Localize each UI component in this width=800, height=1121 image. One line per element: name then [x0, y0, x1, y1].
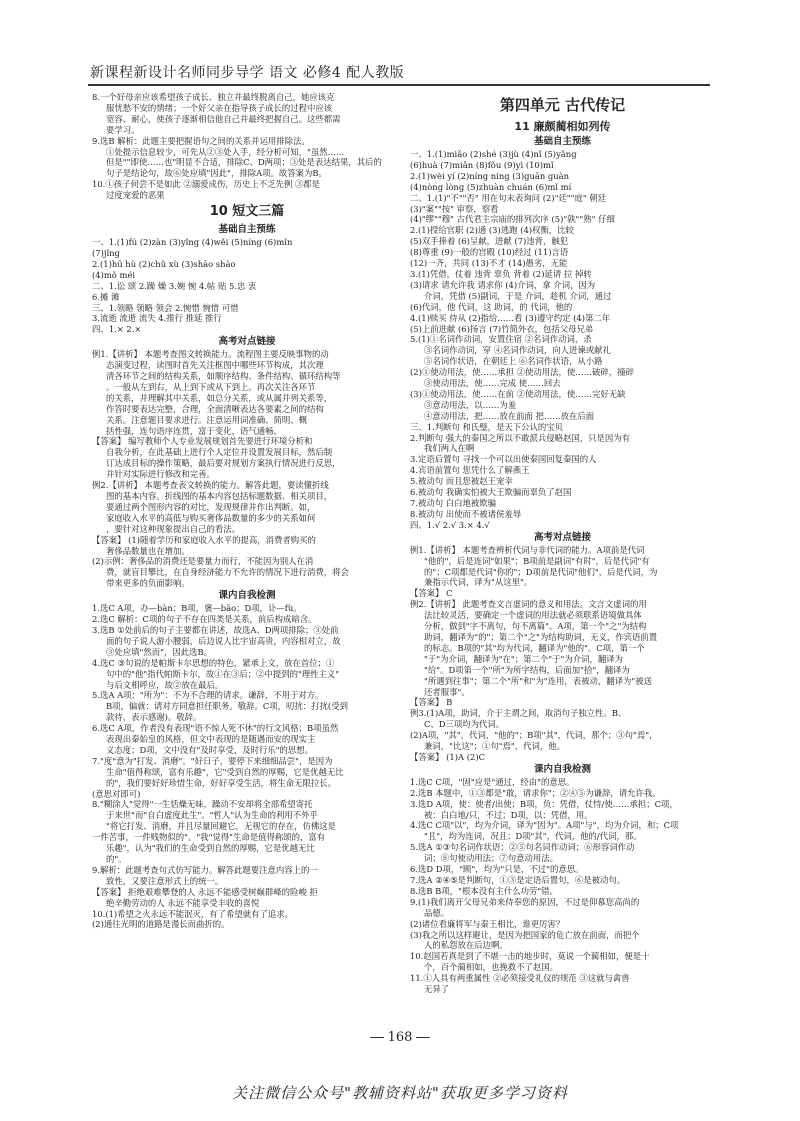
intro-answers	[92, 92, 402, 201]
text-line: 8.选B B项，"根本没有主什么功劳"错。	[410, 885, 558, 896]
text-line: 8.被动句 出使而不被诸侯羞辱	[410, 508, 522, 519]
text-line: 还者服事"。	[424, 686, 470, 697]
text-line: (2)诸位看廉将军与秦王相比，谁更厉害？	[410, 918, 565, 929]
text-line: ①处提示信息较少，可先从②③处入手，经分析可知，"虽然……	[106, 146, 345, 157]
text-line: 奢侈品数量也在增加。	[106, 545, 190, 556]
text-line: 三、1.判断句 和氏璧，是天下公认的宝贝	[410, 421, 564, 432]
text-line: 6.选D D项，"顾"，均为"只是，不过"的意思。	[410, 864, 584, 875]
text-line: (4)mǒ méi	[92, 269, 136, 280]
text-line: (6)huà (7)miǎn (8)fǒu (9)yì (10)mǐ	[410, 159, 554, 170]
text-line: 3.流逝 流逝 流失 4.推行 推延 推行	[92, 313, 222, 324]
text-line: 绝辛勤劳动的人 永远不能享受丰收的喜悦	[106, 897, 260, 908]
text-line: (12)一齐，共同 (13)不才 (14)愚劣，无能	[410, 258, 568, 269]
text-line: 5.(1)①名词作动词，安置住宿 ②名词作动词，杀	[410, 334, 592, 345]
text-line: 7.选A ②④⑤是判断句，①③是定语后置句，⑥是被动句。	[410, 875, 626, 885]
text-line: ③意动用法，以……为羞	[424, 399, 517, 410]
text-line: 2.(1)wèi yí (2)níng níng (3)guān guàn	[410, 170, 570, 181]
text-line: 生命"值得称颂，富有乐趣"，它"受到自然的厚赐，它是优越无比	[106, 766, 344, 777]
text-line: 费，就盲目攀比，在自身经济能力不允许的情况下进行消费，将会	[106, 567, 349, 578]
text-line: 例2.【讲析】 本题考查表文转换的能力。解答此题，要读懂折线	[92, 480, 329, 491]
unit-title: 第四单元 古代传记	[499, 96, 626, 114]
text-line: 【答案】 拒绝艰难攀登的人 永远不能感受树巅群峰的险峻 拒	[92, 886, 318, 897]
text-line: 4.宾语前置句 您凭什么了解燕王	[410, 465, 530, 476]
exam-title: 高考对点链接	[218, 336, 276, 348]
text-line: 。一般从左到右，从上到下或从下到上。再次关注各环节	[106, 381, 316, 392]
text-line: 8.一个好母亲应该希望孩子成长、独立并最终脱离自己，她应该克	[92, 92, 335, 102]
text-line: (6)代词，他 代词，这 助词，的 代词，他的	[410, 301, 573, 312]
text-line: ③名词作动词，穿 ④名词作动词，向人进谏或献礼	[424, 345, 611, 356]
text-line: 款待，表示感谢)。敬辞。	[106, 712, 202, 723]
text-line: 词；⑧句使动用法；⑦句意动用法。	[424, 853, 558, 864]
text-line: 过度宠爱的恶果	[106, 190, 165, 201]
text-line: 图的基本内容。折线图的基本内容包括标题数据、相关项目，	[106, 491, 333, 501]
text-line: 并针对实际进行修改和完善。	[106, 469, 215, 480]
text-line: (2)①使动用法，使……承担 ②使动用法，使……破碎，撞碎	[410, 367, 634, 378]
text-line: 二、1.(1)"不""否" 用在句末表询问 (2)"廷""庭" 朝廷	[410, 192, 607, 203]
text-line: (5)双手捧着 (6)呈献，进献 (7)违背，触犯	[410, 236, 569, 247]
text-line: 2.选B 本题中，①③都是"敢，请求你"；②④⑤为谦辞，请允许我。	[410, 787, 661, 798]
text-line: (4)"缪""穆" 古代君主宗庙的排列次序 (5)"孰""熟" 仔细	[410, 214, 615, 225]
text-line: ③处应填"然而"，因此选B。	[106, 646, 212, 657]
text-line: 10.赵国若真是到了不堪一击的地步时，莫说一个蔺相如，便是十	[410, 951, 650, 962]
text-line: (2)通往光明的道路是漫长而曲折的。	[92, 919, 230, 930]
text-line: 8."糊涂人"觉得"一生恬燥无味，躁动不安却将全部希望寄托	[92, 799, 313, 810]
footer-note: 关注微信公众号"教辅资料站"获取更多学习资料	[232, 1084, 568, 1102]
section-title: 10 短文三篇	[209, 204, 285, 220]
text-line: 于来世"而"自白虚度此生"。"哲人"认为生命的利用不外乎	[106, 810, 318, 821]
text-line: 兼词，"比这"；①句"焉"，代词，他。	[424, 741, 566, 752]
text-line: "给"。D项第一个"所"为所字结构，后面加"拾"，翻译为	[424, 664, 630, 675]
text-line: 二、1.讼 颂 2.躁 燥 3.婉 惋 4.帖 贴 5.忠 衷	[92, 280, 257, 291]
text-line: 6.摊 滩	[92, 291, 120, 302]
text-line: 乐趣"，认为"我们的生命受到自然的厚赐，它是优越无比	[106, 843, 315, 854]
text-line: 例1.【讲析】 本题考查辨析代词与非代词的能力。A项前是代词	[410, 544, 645, 555]
text-line: 2.(1)授给官职 (2)通 (3)逃跑 (4)权衡，比较	[410, 225, 574, 236]
text-line: 3.(1)凭借，仗着 违背 辜负 背着 (2)延请 拉 掉转	[410, 268, 592, 279]
text-line: 要学习。	[106, 124, 140, 135]
text-line: (3)①使动用法，使……在前 ②使动用法，使……完好无缺	[410, 388, 626, 399]
header-rule	[88, 84, 710, 86]
text-line: 关系。注意题目要求进行。注意运用词准确、简明、概	[106, 414, 307, 425]
basics-title: 基础自主预练	[218, 224, 276, 236]
text-line: 5.选A A项："所为"：不为不合理的请求。谦辞，不用于对方。	[92, 690, 324, 701]
text-line: 的标志。B项的"其"均为代词，翻译为"他的"。C项，第一个	[424, 642, 645, 653]
text-line: 括性强，连句语序连贯，富于变化，语气通畅。	[106, 425, 282, 436]
text-line: 与后文相呼应，故②放在最后。	[106, 679, 224, 690]
text-line: (2)示例：奢侈品的消费还是要量力而行，不能因为别人在消	[92, 556, 314, 567]
exam-title: 高考对点链接	[533, 531, 591, 543]
text-line: (4)nòng lòng (5)zhuàn chuán (6)mǐ mí	[410, 181, 572, 192]
text-line: (意思对即可)	[92, 788, 141, 799]
text-line: 个，百个蔺相如，也挽救不了赵国。	[424, 962, 558, 973]
text-line: 带来更多的负面影响。	[106, 578, 190, 589]
text-line: 9.解析：此题考查句式仿写能力。解答此题要注意内容上的一	[92, 864, 318, 875]
text-line: 的关系，并理解其中关系，如总分关系，或从属并列关系等，	[106, 392, 333, 403]
text-line: 【答案】 C	[410, 588, 453, 599]
text-line: 介词，凭借 (5)副词，于是 介词，趁机 介词，通过	[424, 290, 612, 301]
text-line: "将它打发、消磨，并且尽量回避它，无视它的存在，仿佛这是	[106, 821, 336, 832]
text-line: 兼指示代词，译为"从这里"。	[424, 577, 533, 588]
text-line: ⑤名词作状语，在朝廷上 ⑥名词作状语，从小路	[424, 356, 603, 367]
text-line: 例1.【讲析】 本题考查图文转换能力。流程图主要反映事物的动	[92, 349, 329, 360]
text-line: 要通过两个图形内容的对比，发现规律并作出判断。如，	[106, 501, 316, 512]
text-line: 例2.【讲析】 此题考查文言虚词的意义和用法。文言文虚词的用	[410, 599, 647, 610]
text-line: 人的私怨放在后边啊。	[424, 940, 508, 951]
text-line: 品德。	[424, 907, 450, 918]
text-line: 宽容、耐心，使孩子逐渐相信他自己并最终把握自己。这些都需	[106, 113, 341, 124]
text-line: 订达成目标的操作策略，最后要对规划方案执行情况进行反思，	[106, 458, 341, 469]
text-line: ，要针对这种现象提出自己的看法。	[106, 523, 240, 534]
exam-answers	[92, 349, 402, 589]
text-line: (2)A项，"其"，代词，"他的"；B项"其"，代词，那个；③句"焉"，	[410, 730, 658, 741]
text-line: B项，偏就：请对方同意担任职务。敬辞。C项，叨扰：打扰(受到	[106, 701, 348, 712]
text-line: 5.被动句 而且您被赵王宠幸	[410, 476, 513, 487]
text-line: ④意动用法，把……放在前面 把……放在后面	[424, 410, 595, 421]
text-line: 致性，又要注意形式上的统一。	[106, 875, 224, 886]
page-number: 168	[360, 1030, 440, 1045]
text-line: "且"，均为连词，况且；D项"其"，代词，他的/代词，那。	[424, 831, 642, 842]
exam-answers	[410, 545, 715, 763]
text-line: C、D三项均为代词。	[424, 719, 505, 730]
class-title: 课内自我检测	[218, 590, 276, 602]
text-line: 但是""即使……也"明显不合适，排除C、D两项；③处是表达结果，其后的	[106, 157, 382, 168]
text-line: 自我分析，在此基础上进行个人定位并设置发展目标，然后制	[106, 447, 333, 458]
class-answers	[410, 777, 715, 995]
text-line: 6.选C A项，作者没有表现"语不惊人死不休"的行文风格；B项虽然	[92, 723, 339, 734]
page-header: 新课程新设计名师同步导学 语文 必修4 配人教版	[90, 65, 405, 81]
text-line: 7."度"意为"打发、消磨"。"好日子，要停下来细细品尝"，是因为	[92, 755, 333, 766]
text-line: 【答案】 编写教师个人专业发展规划首先要进行环境分析和	[92, 436, 313, 447]
text-line: "所遇到往事"；第二个"所"和"为"连用，表被动，翻译为"被送	[424, 675, 652, 686]
text-line: 服忧愁不安的情绪；一个好父亲在指导孩子成长的过程中应该	[106, 102, 333, 113]
text-line: 一、1.(1)miǎo (2)shé (3)jù (4)nǐ (5)yǎng	[410, 149, 577, 159]
text-line: "他的"，后是连词"如果"；B项前是副词"有时"，后是代词"有	[424, 555, 650, 566]
text-line: (3)"案""按" 审察，察看	[410, 203, 499, 214]
class-title: 课内自我检测	[533, 763, 591, 775]
text-line: 1.选C A项，办—bàn；B项，褒—bāo；D项，讣—fù。	[92, 603, 302, 614]
text-line: 义态度；D项，文中没有"及时享受，及时行乐"的思想。	[106, 744, 314, 755]
text-line: 分析，做到"字不离句，句不离篇"。A项，第一个"之"为结构	[424, 621, 647, 632]
text-line: 助词，翻译为"的"；第二个"之"为结构助词，无义，作宾语前置	[424, 631, 658, 642]
text-line: 被：白白地/只，不过；D项，以：凭借，用。	[424, 809, 593, 820]
basics-answers	[92, 237, 402, 335]
text-line: 态演变过程，读图时首先关注框图中哪些环节构成，其次理	[106, 360, 324, 371]
text-line: 的"，我们要好好珍惜生命，好好享受生活，将生命无限拉长。	[106, 777, 336, 788]
text-line: 10.①孩子何尝不是如此 ②溺爱成伤，历史上不乏先例 ③都是	[92, 179, 321, 190]
basics-answers	[410, 149, 715, 531]
text-line: (7)jǐng	[92, 247, 120, 258]
text-line: 三、1.领略 领略 领会 2.惋惜 惋惜 可惜	[92, 302, 239, 313]
text-line: 的"。	[106, 854, 127, 864]
text-line: 家庭收入水平的高低与购买奢侈品数量的多少的关系如何	[106, 512, 316, 523]
text-line: 我们两人在啊	[424, 443, 475, 454]
text-line: 10.(1)希望之火永远不能泯灭，有了希望就有了追求。	[92, 908, 294, 919]
text-line: 清各环节之间的结构关系，如顺序结构、条件结构、循环结构等	[106, 371, 341, 382]
text-line: 作答时要表达完整，合理，全面清晰表达各要素之间的结构	[106, 403, 324, 414]
text-line: 6.被动句 我确实怕被大王欺骗而辜负了赵国	[410, 487, 572, 498]
text-line: (3)我之所以这样避让，是因为把国家的危亡放在前面，而把个	[410, 929, 640, 940]
text-line: 【答案】 (1)A (2)C	[410, 751, 486, 762]
right-column	[410, 92, 715, 995]
text-line: 1.选C C项，"固"应是"通过，经由"的意思。	[410, 776, 575, 787]
text-line: "于"为介词，翻译为"在"；第二个"于"为介词，翻译为	[424, 653, 623, 664]
text-line: 的"；C项都是代词"你的"；D项前是代词"他们"，后是代词，为	[424, 566, 658, 577]
text-line: 4.(1)赎买 侍从 (2)指给……看 (3)遵守约定 (4)第二年	[410, 312, 611, 323]
text-line: 四、1.× 2.×	[92, 324, 142, 335]
text-line: 表现出秦始皇的风格，但文中表现的是随遇而安的现实主	[106, 734, 316, 745]
left-column	[92, 92, 402, 930]
text-line: 7.被动句 白白地被欺骗	[410, 498, 497, 508]
text-line: 一件苦事，一件贱物似的"。"我"觉得"生命是值得称颂的，富有	[92, 832, 326, 843]
text-line: 4.选C C项"以"，均为介词，译为"因为"。A项"与"，均为介词，和；C项	[410, 820, 679, 831]
text-line: (5)上前进献 (6)扬言 (7)竹简外衣，包括父母兄弟	[410, 323, 594, 334]
text-line: 例3.(1)A项，助词，介于主谓之间，取消句子独立性。B、	[410, 708, 627, 719]
text-line: 9.选B 解析：此题主要把握语句之间的关系并运用排除法。	[92, 135, 310, 146]
text-line: 四、1.√ 2.√ 3.× 4.√	[410, 519, 490, 530]
text-line: 一、1.(1)fú (2)zàn (3)yǐng (4)wěi (5)níng (6)mǐn	[92, 237, 293, 248]
text-line: 3.选B ①处前后的句子主要都在讲述，故选A、D两项排除；③处前	[92, 624, 339, 635]
text-line: 3.选D A项，使：使者/出使；B项，负：凭借，仗恃/使……承担；C项，	[410, 798, 678, 809]
text-line: 句子是结论句，故⑥处应填"因此"，排除A项。故答案为B。	[106, 168, 327, 179]
text-line: 【答案】 (1)随着学历和家庭收入水平的提高，消费者购买的	[92, 534, 316, 545]
class-answers	[92, 603, 402, 930]
text-line: 2.判断句 强大的秦国之所以不敢派兵侵略赵国，只是因为有	[410, 432, 631, 443]
text-line: ③使动用法，使……完成 使……回去	[424, 378, 561, 389]
text-line: (8)尊重 (9)一般的宫殿 (10)经过 (11)言语	[410, 247, 569, 258]
text-line: 【答案】 B	[410, 697, 453, 708]
text-line: 句中的"他"指代帕斯卡尔，故①在③后；②中提到的"理性主义"	[106, 668, 340, 679]
text-line: 无异了	[424, 984, 450, 995]
text-line: 4.选C ③句说的是帕斯卡尔思想的特色，紧承上文，放在首位；①	[92, 657, 335, 668]
text-line: 3.定语后置句 寻找一个可以出使秦国回复秦国的人	[410, 454, 597, 465]
lesson-title: 11 廉颇蔺相如列传	[514, 120, 611, 133]
basics-title: 基础自主预练	[533, 136, 591, 147]
text-line: 9.(1)我们离开父母兄弟来侍奉您的原因，不过是仰慕您高尚的	[410, 896, 640, 907]
text-line: (3)请求 请允许我 请求你 (4)介词，拿 介词，因为	[410, 279, 596, 290]
text-line: 11.①人具有两重属性 ②必须接受礼仪的规范 ③这就与禽兽	[410, 973, 630, 984]
text-line: 5.选A ①③句名词作状语；②⑤句名词作动词；⑥形容词作动	[410, 842, 635, 853]
text-line: 面的句子说人游小腰弱，后边说人比宇宙高贵，内容相对立，故	[106, 635, 341, 646]
text-line: 法比较灵活，要确定一个虚词的用法就必须联系语境做具体	[424, 610, 642, 621]
text-line: 2.选C 解析：C项的句子不存在四类是关系，前后构成暗含。	[92, 614, 317, 625]
text-line: 2.(1)hū hù (2)chǔ xù (3)shāo shào	[92, 258, 236, 269]
